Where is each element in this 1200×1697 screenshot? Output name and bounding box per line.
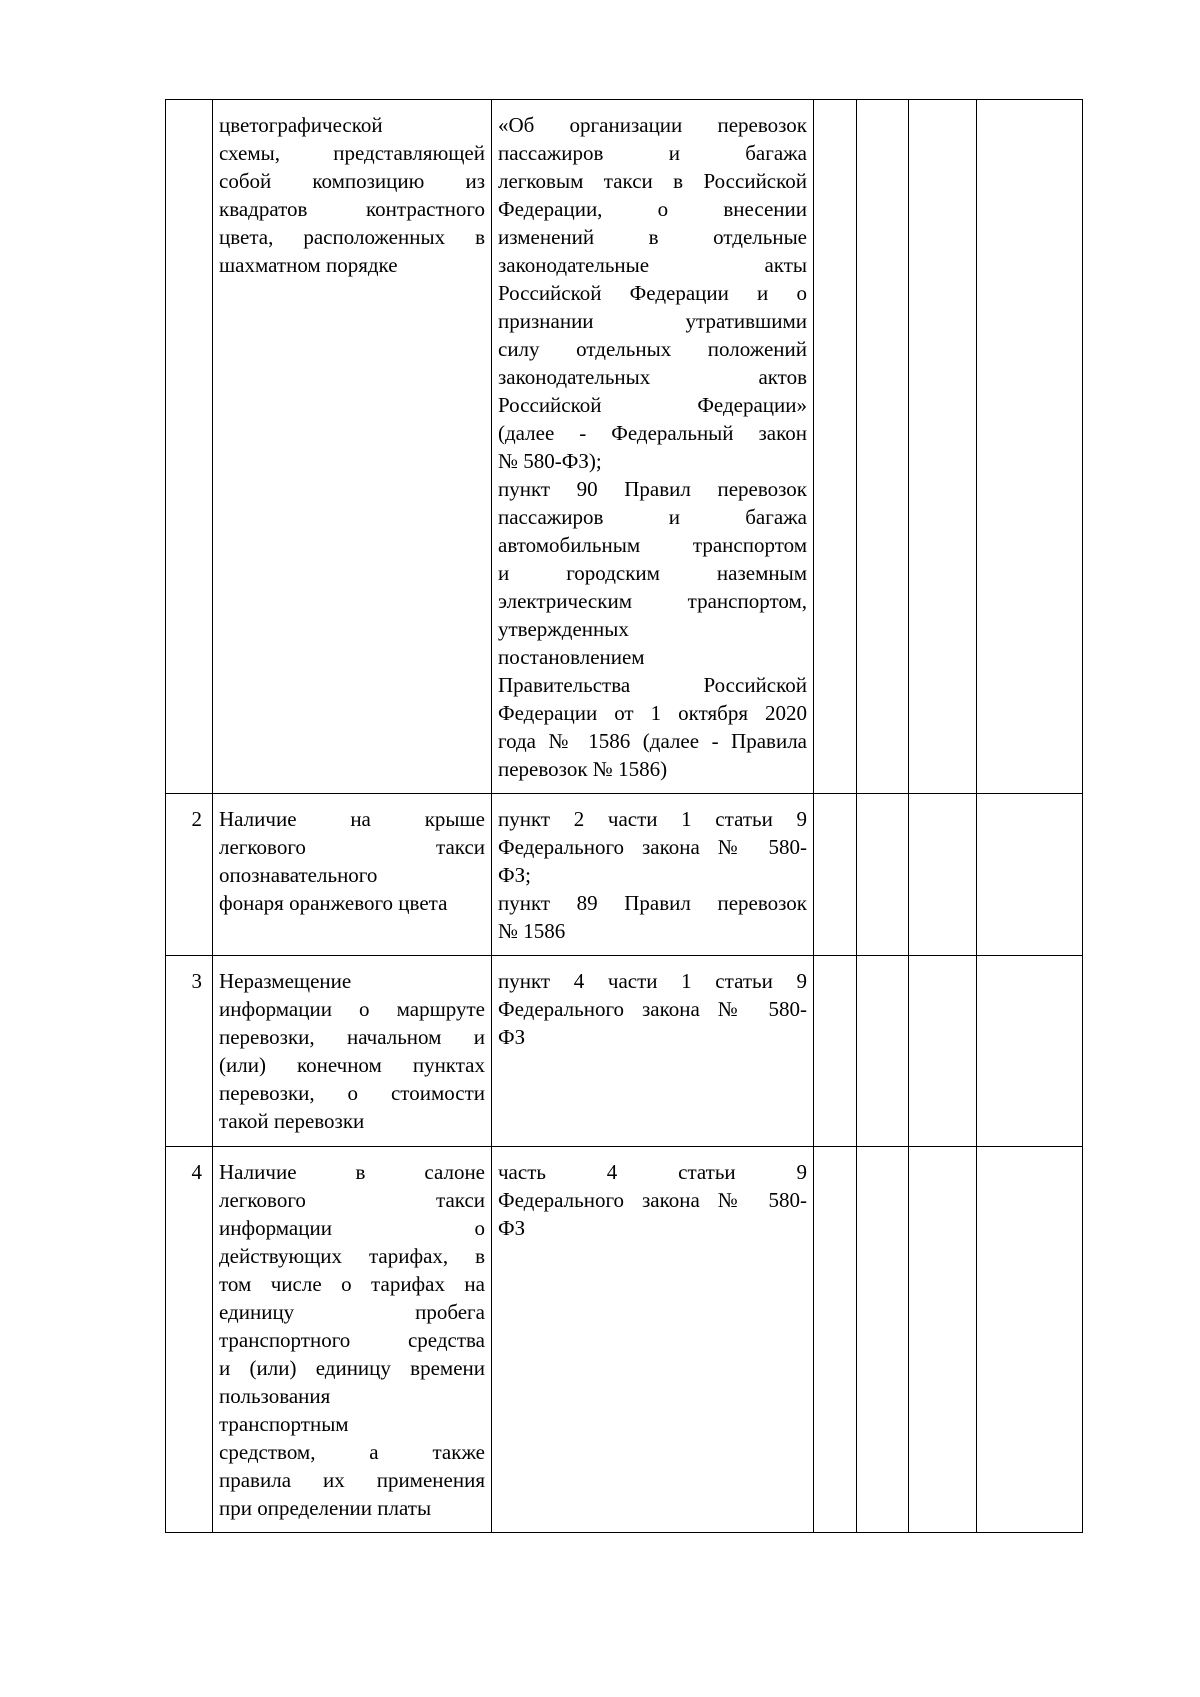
cell-text-line: силу отдельных положений (498, 337, 807, 361)
answer-yes-cell (814, 956, 857, 1147)
cell-text-line: правила их применения (219, 1468, 485, 1492)
cell-text-line: Федерации, о внесении (498, 197, 807, 221)
cell-text-line: утвержденных (498, 617, 629, 641)
cell-text-line: информации о (219, 1216, 485, 1240)
table-row (166, 100, 1083, 794)
cell-text-line: единицу пробега (219, 1300, 485, 1324)
cell-text-line: ФЗ (498, 1216, 526, 1240)
answer-not-applicable-cell (909, 956, 977, 1147)
cell-text-line: Федерации от 1 октября 2020 (498, 701, 807, 725)
answer-no-cell (857, 956, 909, 1147)
cell-text-line: пункт 4 части 1 статьи 9 (498, 969, 807, 993)
cell-text-line: квадратов контрастного (219, 197, 485, 221)
table-row (166, 956, 1083, 1147)
table-row (166, 1147, 1083, 1533)
cell-text-line: Наличие в салоне (219, 1160, 485, 1184)
cell-text-line: и городским наземным (498, 561, 807, 585)
cell-text-line: пассажиров и багажа (498, 505, 807, 529)
cell-text-line: схемы, представляющей (219, 141, 485, 165)
notes-cell (977, 1147, 1083, 1533)
cell-text-line: цвета, расположенных в (219, 225, 485, 249)
cell-text-line: транспортным (219, 1412, 349, 1436)
table-row (166, 794, 1083, 956)
answer-no-cell (857, 100, 909, 794)
cell-text-line: электрическим транспортом, (498, 589, 807, 613)
cell-text-line: и (или) единицу времени (219, 1356, 485, 1380)
cell-text-line: Федерального закона № 580- (498, 1188, 807, 1212)
cell-text-line: законодательных актов (498, 365, 807, 389)
notes-cell (977, 100, 1083, 794)
cell-text-line: пассажиров и багажа (498, 141, 807, 165)
cell-text-line: собой композицию из (219, 169, 485, 193)
cell-text-line: при определении платы (219, 1496, 432, 1520)
cell-text-line: № 580-ФЗ); (498, 449, 602, 473)
row-number-cell (166, 100, 213, 794)
cell-text-line: опознавательного (219, 863, 378, 887)
cell-text-line: фонаря оранжевого цвета (219, 891, 448, 915)
cell-text-line: легковым такси в Российской (498, 169, 807, 193)
cell-text-line: ФЗ (498, 1025, 526, 1049)
requirement-cell (213, 956, 492, 1147)
requirement-cell (213, 794, 492, 956)
cell-text-line: том числе о тарифах на (219, 1272, 485, 1296)
cell-text-line: транспортного средства (219, 1328, 485, 1352)
cell-text-line: Федерального закона № 580- (498, 835, 807, 859)
cell-text-line: пункт 89 Правил перевозок (498, 891, 807, 915)
cell-text-line: перевозки, о стоимости (219, 1081, 485, 1105)
cell-text-line: пользования (219, 1384, 331, 1408)
answer-not-applicable-cell (909, 100, 977, 794)
answer-yes-cell (814, 794, 857, 956)
cell-text-line: (далее - Федеральный закон (498, 421, 807, 445)
cell-text-line: Неразмещение (219, 969, 352, 993)
notes-cell (977, 794, 1083, 956)
answer-not-applicable-cell (909, 794, 977, 956)
cell-text-line: Российской Федерации» (498, 393, 807, 417)
cell-text-line: изменений в отдельные (498, 225, 807, 249)
cell-text-line: средством, а также (219, 1440, 485, 1464)
cell-text-line: ФЗ; (498, 863, 531, 887)
cell-text-line: действующих тарифах, в (219, 1244, 485, 1268)
cell-text-line: года № 1586 (далее - Правила (498, 729, 807, 753)
cell-text-line: шахматном порядке (219, 253, 398, 277)
cell-text-line: Федерального закона № 580- (498, 997, 807, 1021)
cell-text-line: такой перевозки (219, 1109, 365, 1133)
notes-cell (977, 956, 1083, 1147)
cell-text-line: «Об организации перевозок (498, 113, 807, 137)
cell-text-line: легкового такси (219, 1188, 485, 1212)
cell-text-line: законодательные акты (498, 253, 807, 277)
cell-text-line: пункт 2 части 1 статьи 9 (498, 807, 807, 831)
cell-text-line: пункт 90 Правил перевозок (498, 477, 807, 501)
checklist-table (165, 99, 1083, 1533)
cell-text-line: перевозок № 1586) (498, 757, 668, 781)
row-number-cell: 3 (166, 956, 213, 1147)
cell-text-line: легкового такси (219, 835, 485, 859)
cell-text-line: автомобильным транспортом (498, 533, 807, 557)
cell-text-line: Российской Федерации и о (498, 281, 807, 305)
answer-no-cell (857, 1147, 909, 1533)
cell-text-line: часть 4 статьи 9 (498, 1160, 807, 1184)
cell-text-line: информации о маршруте (219, 997, 485, 1021)
cell-text-line: перевозки, начальном и (219, 1025, 485, 1049)
requirement-cell (213, 100, 492, 794)
cell-text-line: Наличие на крыше (219, 807, 485, 831)
answer-yes-cell (814, 1147, 857, 1533)
answer-not-applicable-cell (909, 1147, 977, 1533)
legal-reference-cell (492, 1147, 814, 1533)
row-number-cell: 2 (166, 794, 213, 956)
row-number-cell: 4 (166, 1147, 213, 1533)
cell-text-line: цветографической (219, 113, 383, 137)
legal-reference-cell (492, 956, 814, 1147)
requirement-cell (213, 1147, 492, 1533)
answer-no-cell (857, 794, 909, 956)
table-body (166, 100, 1083, 1533)
legal-reference-cell (492, 100, 814, 794)
answer-yes-cell (814, 100, 857, 794)
cell-text-line: № 1586 (498, 919, 566, 943)
legal-reference-cell (492, 794, 814, 956)
cell-text-line: (или) конечном пунктах (219, 1053, 485, 1077)
cell-text-line: постановлением (498, 645, 645, 669)
cell-text-line: признании утратившими (498, 309, 807, 333)
cell-text-line: Правительства Российской (498, 673, 807, 697)
